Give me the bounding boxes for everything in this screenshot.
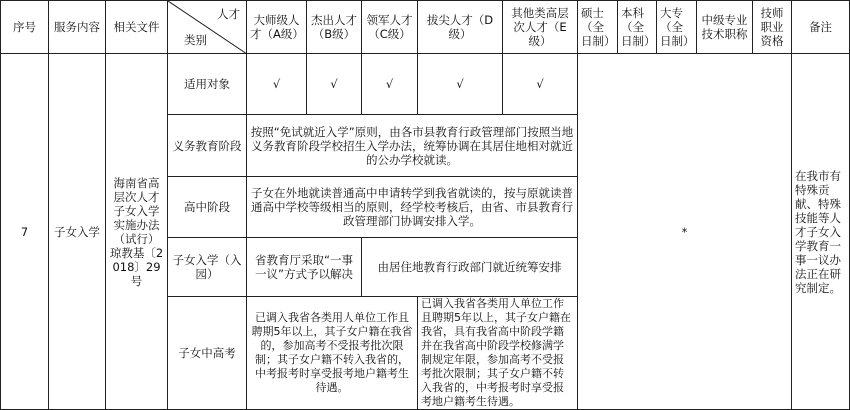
text-kindergarten-left: 省教育厅采取“一事一议”方式予以解决 bbox=[247, 238, 362, 297]
header-bachelor: 本科（全日制） bbox=[618, 1, 657, 54]
check-level-b: √ bbox=[307, 54, 362, 115]
label-kindergarten: 子女入学（入园） bbox=[168, 238, 247, 297]
header-mid-title: 中级专业技术职称 bbox=[697, 1, 753, 54]
text-exam-right: 已调入我省各类用人单位工作且聘期5年以上，其子女户籍在我省，具有我省高中阶段学籍并在我省高中阶段学校修满学制规定年限，参加高考不受报考批次限制；其子女户籍不转入我省的，中考报考时享受报考地户籍考生待遇。 bbox=[418, 297, 578, 410]
header-docs: 相关文件 bbox=[106, 1, 168, 54]
check-level-a: √ bbox=[247, 54, 307, 115]
label-high-school: 高中阶段 bbox=[168, 177, 247, 238]
header-level-d: 拔尖人才（D级） bbox=[418, 1, 503, 54]
cell-seq: 7 bbox=[1, 54, 49, 410]
header-level-a: 大师级人才（A级） bbox=[247, 1, 307, 54]
check-level-c: √ bbox=[362, 54, 418, 115]
header-level-c: 领军人才（C级） bbox=[362, 1, 418, 54]
text-compulsory: 按照“免试就近入学”原则，由各市县教育行政管理部门按照当地义务教育阶段学校招生入学办法，统筹协调在其居住地相对就近的公办学校就读。 bbox=[247, 115, 578, 177]
header-level-e: 其他类高层次人才（E级） bbox=[503, 1, 578, 54]
header-master: 硕士（全日制） bbox=[578, 1, 618, 54]
text-exam-left: 已调入我省各类用人单位工作且聘期5年以上，其子女户籍在我省的，参加高考不受报考批次限制；其子女户籍不转入我省的，中考报考时享受报考地户籍考生待遇。 bbox=[247, 297, 418, 410]
row-applicable bbox=[1, 54, 850, 115]
header-level-b: 杰出人才（B级） bbox=[307, 1, 362, 54]
header-diagonal-cell bbox=[168, 1, 247, 54]
label-applicable: 适用对象 bbox=[168, 54, 247, 115]
header-seq: 序号 bbox=[1, 1, 49, 54]
header-college: 大专（全日制） bbox=[657, 1, 697, 54]
check-level-e: √ bbox=[503, 54, 578, 115]
header-diag-category: 类别 bbox=[184, 33, 207, 47]
header-row bbox=[1, 1, 850, 54]
cell-docs: 海南省高层次人才子女入学实施办法（试行）琼教基〔2018〕29号 bbox=[106, 54, 168, 410]
text-kindergarten-right: 由居住地教育行政部门就近统筹安排 bbox=[362, 238, 578, 297]
header-diag-talent: 人才 bbox=[217, 7, 240, 21]
header-remark: 备注 bbox=[792, 1, 850, 54]
header-service: 服务内容 bbox=[49, 1, 106, 54]
cell-remark: 在我市有特殊贡献、特殊技能等人才子女入学教育一事一议办法正在研究制定。 bbox=[792, 54, 850, 410]
check-level-d: √ bbox=[418, 54, 503, 115]
label-exam: 子女中高考 bbox=[168, 297, 247, 410]
text-high-school: 子女在外地就读普通高中申请转学到我省就读的，按与原就读普通高中学校等级相当的原则，经学校考核后，由省、市县教育行政管理部门协调安排入学。 bbox=[247, 177, 578, 238]
header-technician: 技师职业资格 bbox=[753, 1, 792, 54]
cell-star: * bbox=[578, 54, 792, 410]
label-compulsory: 义务教育阶段 bbox=[168, 115, 247, 177]
cell-service: 子女入学 bbox=[49, 54, 106, 410]
